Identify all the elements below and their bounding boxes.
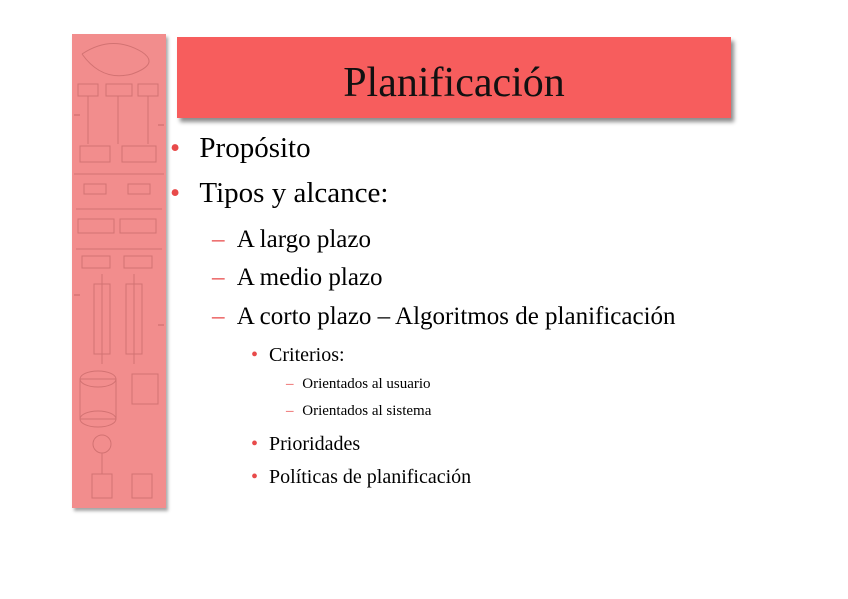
bullet-icon: • [170,132,181,164]
outline-item-text: Prioridades [269,433,361,455]
outline-item-text: A largo plazo [236,226,371,253]
outline-subsubitem [251,466,471,489]
outline-subsubitem [251,433,360,456]
bullet-icon: • [251,466,259,488]
outline-subitem [212,226,371,254]
dash-icon: – [286,376,294,392]
outline-subitem [212,303,676,331]
slide-title: Planificación [343,59,565,106]
dash-icon: – [212,226,225,253]
bullet-icon: • [251,433,259,455]
dash-icon: – [212,264,225,291]
diagram-background-image [72,34,166,508]
outline-item-text: A corto plazo – Algoritmos de planificación [236,303,676,330]
outline-level4-item [286,403,431,420]
outline-item [170,177,388,210]
outline-subsubitem [251,344,345,367]
bullet-icon: • [170,177,181,209]
decorative-diagram-strip [72,34,166,508]
outline-item-text: A medio plazo [236,264,383,291]
outline-item-text: Orientados al usuario [302,376,431,392]
dash-icon: – [286,403,294,419]
outline-item-text: Orientados al sistema [302,403,432,419]
outline-item-text: Criterios: [269,344,345,366]
outline-item-text: Propósito [199,132,311,164]
outline-subitem [212,264,383,292]
outline-item-text: Tipos y alcance: [199,177,389,209]
bullet-icon: • [251,344,259,366]
outline-item-text: Políticas de planificación [269,466,472,488]
title-banner [177,37,731,118]
outline-level4-item [286,376,431,393]
outline-item [170,132,311,165]
dash-icon: – [212,303,225,330]
